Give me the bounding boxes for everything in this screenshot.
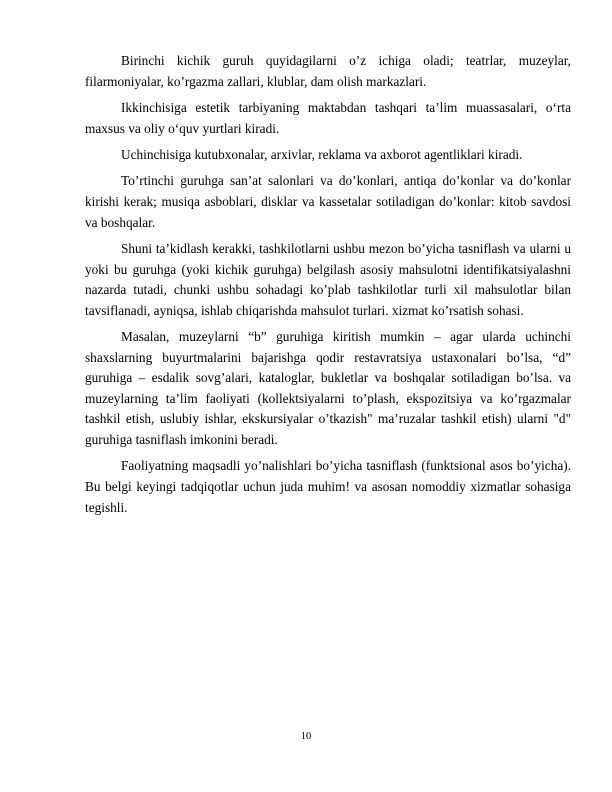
paragraph-5: Shuni ta’kidlash kerakki, tashkilotlarni ushbu mezon bo’yicha tasniflash va ularni u yoki bu guruhga (yoki kichik guruhga) belgilash asosiy mahsulotni identifikatsiyalashni nazarda tutadi, chunki ushbu sohadagi ko’plab tashkilotlar turli xil mahsulotlar bilan tavsiflanadi, ayniqsa, ishlab chiqarishda mahsulot turlari. xizmat ko’rsatish sohasi. [85, 240, 571, 318]
paragraph-7: Faoliyatning maqsadli yo’nalishlari bo’yicha tasniflash (funktsional asos bo’yicha). Bu belgi keyingi tadqiqotlar uchun juda muhim! va asosan nomoddiy xizmatlar sohasiga tegishli. [85, 458, 571, 515]
paragraph-4: To’rtinchi guruhga san’at salonlari va do’konlari, antiqa do’konlar va do’konlar kirishi kerak; musiqa asboblari, disklar va kassetalar sotiladigan do’konlar: kitob savdosi va boshqalar. [85, 173, 571, 230]
paragraph-1: Birinchi kichik guruh quyidagilarni o’z ichiga oladi; teatrlar, muzeylar, filarmoniyalar, ko’rgazma zallari, klublar, dam olish markazlari. [85, 53, 571, 89]
body-text [85, 51, 571, 524]
page-number: 10 [300, 731, 312, 742]
paragraph-2: Ikkinchisiga estetik tarbiyaning maktabdan tashqari ta’lim muassasalari, o‘rta maxsus va oliy o‘quv yurtlari kiradi. [85, 99, 571, 136]
paragraph-3: Uchinchisiga kutubxonalar, arxivlar, reklama va axborot agentliklari kiradi. [121, 146, 523, 162]
paragraph-6: Masalan, muzeylarni “b” guruhiga kiritish mumkin – agar ularda uchinchi shaxslarning buyurtmalarini bajarishga qodir restavratsiya ustaxonalari bo’lsa, “d” guruhiga – esdalik sovg’alari, kataloglar, bukletlar va boshqalar sotiladigan bo’lsa. va muzeylarning ta’lim faoliyati (kollektsiyalarni to’plash, ekspozitsiya va ko’rgazmalar tashkil etish, uslubiy ishlar, ekskursiyalar o’tkazish" ma’ruzalar tashkil etish) ularni "d" guruhiga tasniflash imkonini beradi. [85, 329, 571, 448]
